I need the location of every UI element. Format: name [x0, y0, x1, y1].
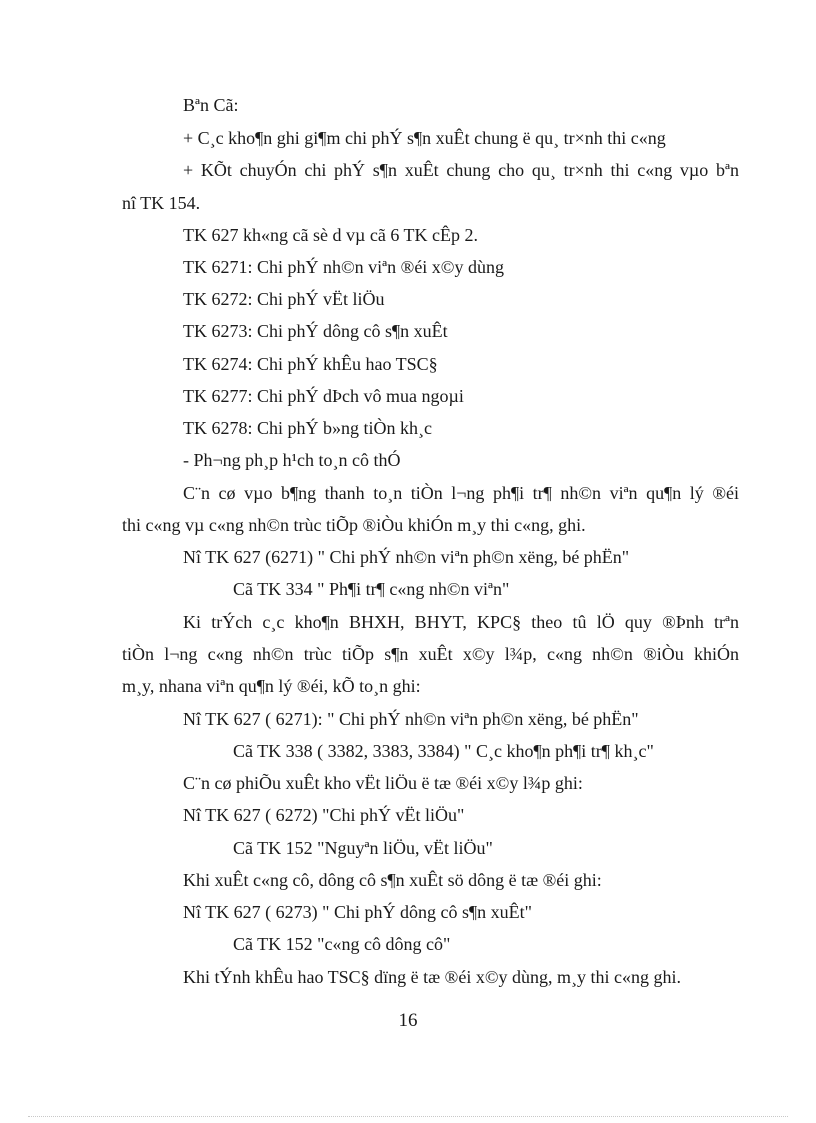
text-line: Nî TK 627 (6271) " Chi phÝ nh©n viªn ph©n xëng, bé phËn" [183, 547, 630, 567]
text-line: Cã TK 152 "Nguyªn liÖu, vËt liÖu" [233, 838, 493, 858]
text-line: TK 6277: Chi phÝ dÞch vô mua ngoµi [183, 386, 464, 406]
text-line: Cã TK 152 "c«ng cô dông cô" [233, 934, 451, 954]
text-line: Cã TK 338 ( 3382, 3383, 3384) " C¸c kho¶n ph¶i tr¶ kh¸c" [233, 741, 654, 761]
text-line: TK 6273: Chi phÝ dông cô s¶n xuÊt [183, 321, 448, 341]
text-line: TK 6274: Chi phÝ khÊu hao TSC§ [183, 354, 438, 374]
text-line: TK 627 kh«ng cã sè d vµ cã 6 TK cÊp 2. [183, 225, 478, 245]
text-line: nî TK 154. [122, 193, 201, 213]
footer-divider [28, 1116, 788, 1117]
text-line: - Ph¬ng ph¸p h¹ch to¸n cô thÓ [183, 450, 401, 470]
text-line: Bªn Cã: [183, 95, 239, 115]
text-line: C¨n cø vµo b¶ng thanh to¸n tiÒn l¬ng ph¶i tr¶ nh©n viªn qu¶n lý ®éi [183, 483, 739, 503]
text-line: TK 6278: Chi phÝ b»ng tiÒn kh¸c [183, 418, 432, 438]
text-line: TK 6272: Chi phÝ vËt liÖu [183, 289, 385, 309]
text-line: tiÒn l¬ng c«ng nh©n trùc tiÕp s¶n xuÊt x©y l¾p, c«ng nh©n ®iÒu khiÓn [122, 644, 739, 664]
text-line: Khi tÝnh khÊu hao TSC§ dïng ë tæ ®éi x©y dùng, m¸y thi c«ng ghi. [183, 967, 681, 987]
text-line: Khi xuÊt c«ng cô, dông cô s¶n xuÊt sö dông ë tæ ®éi ghi: [183, 870, 602, 890]
text-line: TK 6271: Chi phÝ nh©n viªn ®éi x©y dùng [183, 257, 504, 277]
text-line: + KÕt chuyÓn chi phÝ s¶n xuÊt chung cho qu¸ tr×nh thi c«ng vµo bªn [183, 160, 739, 180]
text-line: m¸y, nhana viªn qu¶n lý ®éi, kÕ to¸n ghi: [122, 676, 421, 696]
text-line: Nî TK 627 ( 6272) "Chi phÝ vËt liÖu" [183, 805, 465, 825]
text-line: Cã TK 334 " Ph¶i tr¶ c«ng nh©n viªn" [233, 579, 510, 599]
text-line: + C¸c kho¶n ghi gi¶m chi phÝ s¶n xuÊt chung ë qu¸ tr×nh thi c«ng [183, 128, 666, 148]
text-line: Nî TK 627 ( 6273) " Chi phÝ dông cô s¶n xuÊt" [183, 902, 533, 922]
text-line: C¨n cø phiÕu xuÊt kho vËt liÖu ë tæ ®éi x©y l¾p ghi: [183, 773, 583, 793]
text-line: thi c«ng vµ c«ng nh©n trùc tiÕp ®iÒu khiÓn m¸y thi c«ng, ghi. [122, 515, 586, 535]
page-number: 16 [398, 1010, 418, 1031]
text-line: Ki trÝch c¸c kho¶n BHXH, BHYT, KPC§ theo tû lÖ quy ®Þnh trªn [183, 612, 739, 632]
text-line: Nî TK 627 ( 6271): " Chi phÝ nh©n viªn ph©n xëng, bé phËn" [183, 709, 639, 729]
